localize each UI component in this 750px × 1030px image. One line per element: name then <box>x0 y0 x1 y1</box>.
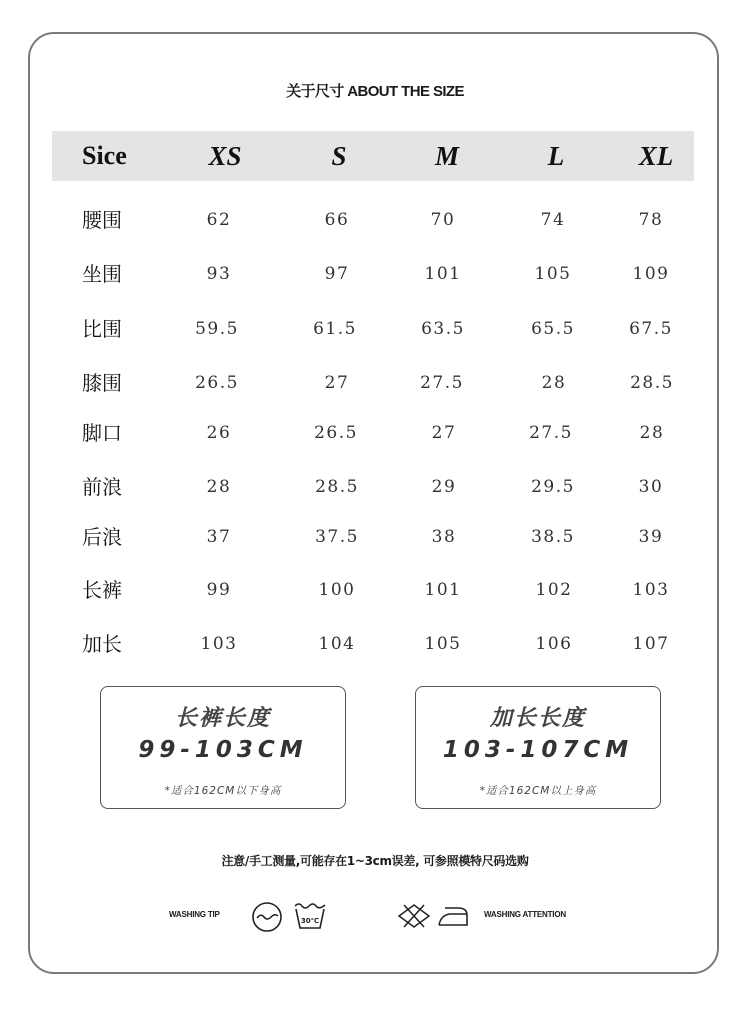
cell-value: 39 <box>638 527 664 547</box>
measurement-note: 注意/手工测量,可能存在1~3cm误差, 可参照模特尺码选购 <box>221 854 529 868</box>
header-size-m: M <box>434 141 459 171</box>
cell-value: 100 <box>318 580 356 600</box>
table-row <box>0 575 750 605</box>
cell-value: 106 <box>535 634 573 654</box>
cell-value: 28 <box>541 373 567 393</box>
cell-value: 66 <box>324 210 350 230</box>
header-first-label: Sice <box>82 141 127 170</box>
cell-value: 27.5 <box>420 373 464 393</box>
wash-30-icon <box>292 900 328 932</box>
cell-value: 28.5 <box>630 373 674 393</box>
washing-tip-label: WASHING TIP <box>169 910 220 919</box>
cell-value: 93 <box>206 264 232 284</box>
cell-value: 29 <box>431 477 457 497</box>
table-row <box>0 629 750 659</box>
cell-value: 59.5 <box>195 319 239 339</box>
cell-value: 101 <box>424 580 462 600</box>
cell-value: 37.5 <box>315 527 359 547</box>
cell-value: 26 <box>206 423 232 443</box>
cell-value: 99 <box>206 580 232 600</box>
cell-value: 97 <box>324 264 350 284</box>
iron-icon <box>436 903 470 929</box>
cell-value: 70 <box>430 210 456 230</box>
wash-temp-label: 30℃ <box>300 917 320 925</box>
cell-value: 109 <box>632 264 670 284</box>
row-label: 长裤 <box>82 578 122 602</box>
cell-value: 78 <box>638 210 664 230</box>
cell-value: 65.5 <box>531 319 575 339</box>
cell-value: 26.5 <box>195 373 239 393</box>
no-bleach-icon <box>396 902 432 930</box>
cell-value: 103 <box>200 634 238 654</box>
length-box-extended <box>415 686 661 809</box>
table-row <box>0 418 750 448</box>
washing-attention-label: WASHING ATTENTION <box>484 910 566 919</box>
cell-value: 27 <box>324 373 350 393</box>
row-label: 腰围 <box>82 208 122 232</box>
cell-value: 28.5 <box>315 477 359 497</box>
cell-value: 67.5 <box>629 319 673 339</box>
row-label: 脚口 <box>82 421 122 445</box>
length-box-note: *适合162CM以上身高 <box>479 785 597 797</box>
header-size-l: L <box>547 141 565 171</box>
page-title: 关于尺寸 ABOUT THE SIZE <box>286 83 464 100</box>
row-label: 加长 <box>82 632 122 656</box>
header-size-xs: XS <box>208 141 242 171</box>
table-header <box>52 131 694 181</box>
table-row <box>0 368 750 398</box>
row-label: 膝围 <box>82 371 122 395</box>
cell-value: 62 <box>206 210 232 230</box>
cell-value: 30 <box>638 477 664 497</box>
cell-value: 38.5 <box>531 527 575 547</box>
cell-value: 28 <box>639 423 665 443</box>
table-row <box>0 259 750 289</box>
table-row <box>0 314 750 344</box>
cell-value: 105 <box>424 634 462 654</box>
header-size-xl: XL <box>638 141 674 171</box>
cell-value: 28 <box>206 477 232 497</box>
cell-value: 38 <box>431 527 457 547</box>
cell-value: 104 <box>318 634 356 654</box>
cell-value: 74 <box>540 210 566 230</box>
length-box-title: 加长长度 <box>489 706 586 731</box>
cell-value: 107 <box>632 634 670 654</box>
cell-value: 102 <box>535 580 573 600</box>
table-row <box>0 205 750 235</box>
length-box-range: 99-103CM <box>138 737 308 763</box>
cell-value: 37 <box>206 527 232 547</box>
length-box-title: 长裤长度 <box>174 706 271 731</box>
cell-value: 27 <box>431 423 457 443</box>
length-box-note: *适合162CM以下身高 <box>164 785 282 797</box>
cell-value: 105 <box>534 264 572 284</box>
length-box-range: 103-107CM <box>442 737 634 763</box>
cell-value: 63.5 <box>421 319 465 339</box>
cell-value: 26.5 <box>314 423 358 443</box>
table-row <box>0 472 750 502</box>
row-label: 坐围 <box>82 262 122 286</box>
row-label: 后浪 <box>82 525 122 549</box>
length-box-regular <box>100 686 346 809</box>
cell-value: 103 <box>632 580 670 600</box>
cell-value: 27.5 <box>529 423 573 443</box>
hand-wash-icon <box>250 900 284 934</box>
row-label: 前浪 <box>82 475 122 499</box>
cell-value: 101 <box>424 264 462 284</box>
table-row <box>0 522 750 552</box>
cell-value: 61.5 <box>313 319 357 339</box>
cell-value: 29.5 <box>531 477 575 497</box>
row-label: 比围 <box>82 317 122 341</box>
header-size-s: S <box>331 141 347 171</box>
